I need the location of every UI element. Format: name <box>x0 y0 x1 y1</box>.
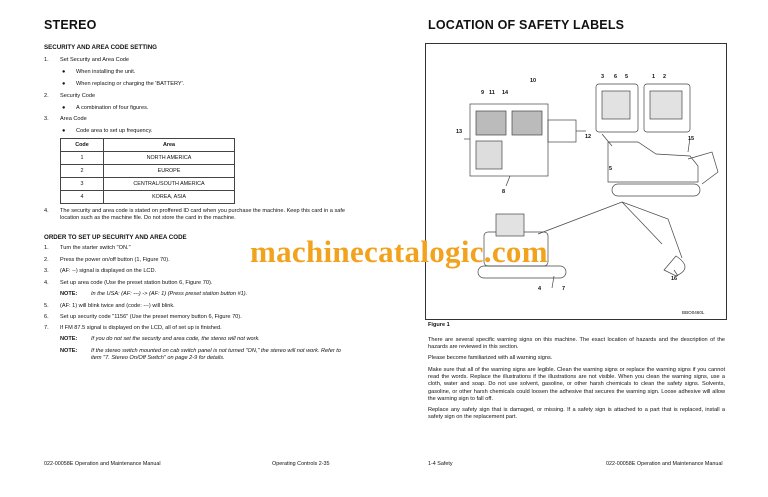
callout-number: 2 <box>663 74 667 80</box>
step-text: Set up area code (Use the preset station button 6, Figure 70). <box>60 280 213 286</box>
leader-line <box>506 176 510 186</box>
familiarize-paragraph: Please become familiarized with all warning signs. <box>428 355 553 361</box>
step-number: 6. <box>44 314 49 320</box>
step-number: 2. <box>44 257 49 263</box>
table-cell-code: 4 <box>61 191 104 204</box>
step-text: (AF: 1) will blink twice and (code: ---) will blink. <box>60 303 175 309</box>
table-cell-area: NORTH AMERICA <box>104 152 235 165</box>
machine-bucket <box>664 256 685 276</box>
page-title-safety-labels: LOCATION OF SAFETY LABELS <box>428 18 625 32</box>
bullet-text: Code area to set up frequency. <box>76 128 153 134</box>
step-number: 2. <box>44 93 49 99</box>
callout-number: 6 <box>614 74 618 80</box>
bullet-text: When installing the unit. <box>76 69 136 75</box>
side-view-bucket-arm <box>688 152 718 184</box>
step-text: Security Code <box>60 93 96 99</box>
bullet-icon: ● <box>62 105 66 111</box>
leader-line <box>602 134 612 146</box>
callout-number: 4 <box>538 286 542 292</box>
table-cell-area: CENTRAL/SOUTH AMERICA <box>104 178 235 191</box>
replace-paragraph: Replace any safety sign that is damaged, or missing. If a safety sign is attached to a part that is replaced, install a safety sign on the replacement part. <box>428 407 725 421</box>
callout-number: 8 <box>502 189 506 195</box>
note-label: NOTE: <box>60 291 78 297</box>
table-row <box>61 178 235 191</box>
footer-left: 022-00058E Operation and Maintenance Manual <box>44 461 161 467</box>
step-number: 3. <box>44 116 49 122</box>
callout-number: 3 <box>601 74 605 80</box>
figure-frame <box>425 43 727 320</box>
side-view-track <box>612 184 700 196</box>
watermark-text: machinecatalogic.com <box>250 234 548 269</box>
step-text: Press the power on/off button (1, Figure 70). <box>60 257 170 263</box>
legibility-paragraph: Make sure that all of the warning signs are legible. Clean the warning signs or replace the warning signs if you cannot read the words. Replace the illustrations if the illustrations are not visible. When you clean the warning signs, use a cloth, water and soap. Do not use solvent, gasoline, or other harsh chemicals to clean the safety signs. Solvents, gasoline, or other harsh chemicals could loosen the adhesive that secures the warning sign. Loose adhesive will allow the warning sign to fall off. <box>428 367 725 402</box>
bullet-icon: ● <box>62 81 66 87</box>
note-label: NOTE: <box>60 336 78 342</box>
table-row <box>61 165 235 178</box>
bullet-icon: ● <box>62 69 66 75</box>
step-text: Set Security and Area Code <box>60 57 130 63</box>
step-number: 3. <box>44 268 49 274</box>
step-number: 5. <box>44 303 49 309</box>
table-cell-code: 3 <box>61 178 104 191</box>
step-text: Set up security code "1156" (Use the preset memory button 6, Figure 70). <box>60 314 242 320</box>
section-heading-security: SECURITY AND AREA CODE SETTING <box>44 44 157 51</box>
callout-number: 5 <box>609 166 613 172</box>
table-cell-area: KOREA, ASIA <box>104 191 235 204</box>
figure-caption: Figure 1 <box>428 322 450 328</box>
bullet-text: When replacing or charging the 'BATTERY'. <box>76 81 185 87</box>
callout-number: 13 <box>456 129 463 135</box>
intro-paragraph: There are several specific warning signs on this machine. The exact location of hazards and the description of the hazards are reviewed in this section. <box>428 337 725 351</box>
rear-view-cab-window <box>650 91 682 119</box>
step-text: The security and area code is stated on proffered ID card when you purchase the machine. Keep this card in a safe location such as the machine file. Do not store the card in the machine. <box>60 208 346 222</box>
callout-number: 1 <box>652 74 656 80</box>
drawing-code: BBO0460L <box>682 310 705 315</box>
step-text: If FM 87.5 signal is displayed on the LCD, all of set up is finished. <box>60 325 222 331</box>
machine-arm <box>622 202 662 244</box>
side-view-machine-body <box>608 142 698 182</box>
table-row <box>61 191 235 204</box>
note-label: NOTE: <box>60 348 78 354</box>
bullet-icon: ● <box>62 128 66 134</box>
note-text: If the stereo switch mounted on cab switch panel is not turned "ON," the stereo will not work. Refer to item "7. Stereo On/Off Switch" on page 2-9 for details. <box>91 348 341 362</box>
page-title-stereo: STEREO <box>44 18 97 32</box>
step-text: Area Code <box>60 116 87 122</box>
side-view-cab-window <box>602 91 630 119</box>
table-header-area: Area <box>104 139 235 152</box>
top-view-engine-cover <box>476 111 506 135</box>
callout-number: 10 <box>530 78 537 84</box>
table-cell-code: 2 <box>61 165 104 178</box>
area-code-table <box>60 138 235 204</box>
callout-number: 9 <box>481 90 485 96</box>
step-number: 4. <box>44 280 49 286</box>
section-heading-order: ORDER TO SET UP SECURITY AND AREA CODE <box>44 234 187 241</box>
callout-number: 7 <box>562 286 566 292</box>
table-header-code: Code <box>61 139 104 152</box>
step-number: 4. <box>44 208 49 214</box>
table-cell-code: 1 <box>61 152 104 165</box>
callout-number: 11 <box>489 90 495 96</box>
machine-cab <box>496 214 524 236</box>
table-cell-area: EUROPE <box>104 165 235 178</box>
note-text: If you do not set the security and area code, the stereo will not work. <box>91 336 260 342</box>
bullet-text: A combination of four figures. <box>76 105 149 111</box>
callout-number: 16 <box>671 276 678 282</box>
callout-number: 15 <box>688 136 695 142</box>
step-text: Turn the starter switch "ON." <box>60 245 131 251</box>
footer-page-number: 1-4 Safety <box>428 461 453 467</box>
table-row <box>61 152 235 165</box>
footer-right: 022-00058E Operation and Maintenance Manual <box>606 461 723 467</box>
step-number: 1. <box>44 245 49 251</box>
callout-number: 5 <box>625 74 629 80</box>
footer-page-number: Operating Controls 2-35 <box>272 461 330 467</box>
top-view-boom-base <box>548 120 576 142</box>
excavator-label-diagram <box>426 44 726 319</box>
callout-number: 14 <box>502 90 509 96</box>
machine-boom <box>538 202 682 258</box>
step-number: 7. <box>44 325 49 331</box>
top-view-cab-roof <box>512 111 542 135</box>
top-view-deck <box>476 141 502 169</box>
step-text: (AF: --) signal is displayed on the LCD. <box>60 268 157 274</box>
callout-number: 12 <box>585 134 592 140</box>
note-text: In the USA: (AF: ---) -> (AF: 1) (Press preset station button #1). <box>91 291 248 297</box>
step-number: 1. <box>44 57 49 63</box>
